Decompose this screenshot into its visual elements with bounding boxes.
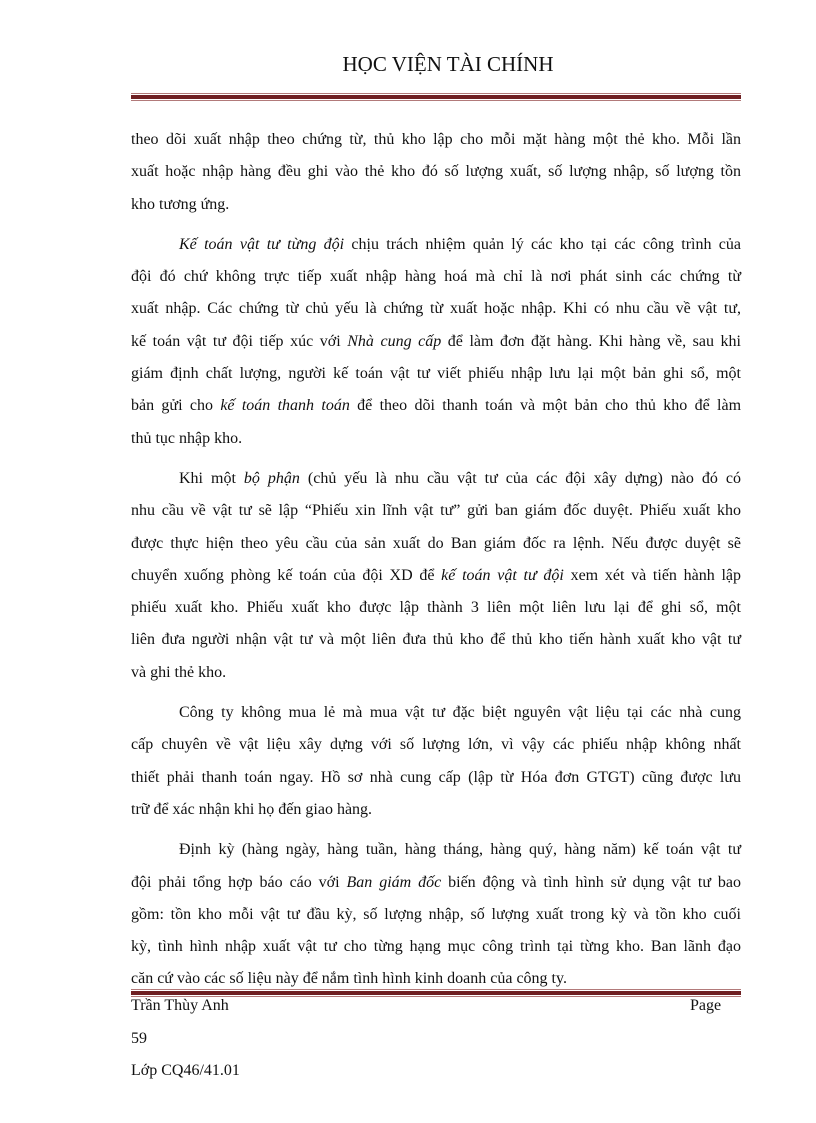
italic-text: Ban giám đốc [346,873,442,891]
header-rule [131,93,741,101]
text-run: phiếu xuất kho. Phiếu xuất kho được lập thành 3 liên một liên lưu lại để ghi sổ, một [131,599,741,617]
text-line [131,870,741,902]
paragraph [131,127,741,224]
text-run: đội đó chứ không trực tiếp xuất nhập hàng hoá mà chỉ là nơi phát sinh các chứng từ [131,268,741,286]
text-line [131,361,741,393]
italic-text: kế toán thanh toán [220,397,350,415]
italic-text: bộ phận [243,469,300,487]
text-line [131,426,741,458]
footer-rule [131,989,741,997]
text-line [131,563,741,595]
italic-text: Kế toán vật tư từng đội [179,235,345,253]
text-run: biến động và tình hình sử dụng vật tư bao [441,873,742,891]
text-run: chuyển xuống phòng kế toán của đội XD để [131,566,442,584]
text-run: thiết phải thanh toán ngay. Hồ sơ nhà cung cấp (lập từ Hóa đơn GTGT) cũng được lưu [131,768,741,786]
body-text [131,127,741,1007]
text-line [131,232,741,264]
paragraph [131,837,741,998]
text-line [131,264,741,296]
text-run: đội phải tổng hợp báo cáo với [131,873,347,891]
text-run: xuất hoặc nhập hàng đều ghi vào thẻ kho đó số lượng xuất, số lượng nhập, số lượng tồn [131,163,741,181]
text-line [131,837,741,869]
text-line [131,498,741,530]
text-run: liên đưa người nhận vật tư và một liên đưa thủ kho để thủ kho tiến hành xuất kho vật tư [131,631,741,649]
text-run: Khi một [179,469,244,487]
footer-class: Lớp CQ46/41.01 [131,1062,240,1079]
paragraph [131,700,741,829]
footer-page-number: 59 [131,1030,147,1047]
text-line [131,159,741,191]
text-line [131,127,741,159]
text-run: thủ tục nhập kho. [131,429,243,447]
text-run: theo dõi xuất nhập theo chứng từ, thủ kho lập cho mỗi mặt hàng một thẻ kho. Mỗi lần [131,131,741,148]
text-run: chịu trách nhiệm quản lý các kho tại các công trình của [344,235,742,253]
text-line [131,595,741,627]
text-line [131,700,741,732]
text-line [131,797,741,829]
text-run: căn cứ vào các số liệu này để nắm tình hình kinh doanh của công ty. [131,970,567,988]
text-run: xuất nhập. Các chứng từ chủ yếu là chứng từ xuất hoặc nhập. Khi có nhu cầu về vật tư, [131,300,741,318]
text-run: để làm đơn đặt hàng. Khi hàng về, sau khi [441,332,741,350]
text-line [131,627,741,659]
text-run: cấp chuyên về vật liệu xây dựng với số lượng lớn, vì vậy các phiếu nhập không nhất [131,736,741,754]
text-line [131,192,741,224]
text-run: kho tương ứng. [131,195,230,213]
text-line [131,660,741,692]
text-line [131,296,741,328]
text-line [131,934,741,966]
paragraph [131,466,741,692]
text-run: xem xét và tiến hành lập [563,566,741,584]
footer-author: Trần Thùy Anh [131,997,229,1014]
text-run: gồm: tồn kho mỗi vật tư đầu kỳ, số lượng nhập, số lượng xuất trong kỳ và tồn kho cuối [131,905,741,923]
text-line [131,393,741,425]
text-line [131,329,741,361]
text-run: để theo dõi thanh toán và một bản cho thủ kho để làm [349,397,742,415]
header-title: HỌC VIỆN TÀI CHÍNH [342,52,554,76]
footer-page-label: Page [690,997,722,1014]
text-run: trữ để xác nhận khi họ đến giao hàng. [131,800,373,818]
text-line [131,902,741,934]
paragraph [131,232,741,458]
text-run: và ghi thẻ kho. [131,663,227,681]
text-run: được thực hiện theo yêu cầu của sản xuất do Ban giám đốc ra lệnh. Nếu được duyệt sẽ [131,534,741,552]
text-line [131,765,741,797]
text-line [131,531,741,563]
text-line [131,732,741,764]
text-run: nhu cầu về vật tư sẽ lập “Phiếu xin lĩnh vật tư” gửi ban giám đốc duyệt. Phiếu xuất kho [131,502,741,520]
text-run: kế toán vật tư đội tiếp xúc với [131,332,348,350]
text-run: Định kỳ (hàng ngày, hàng tuần, hàng tháng, hàng quý, hàng năm) kế toán vật tư [179,841,741,859]
text-run: kỳ, tình hình nhập xuất vật tư cho từng hạng mục công trình tại từng kho. Ban lãnh đạo [131,938,741,956]
text-run: giám định chất lượng, người kế toán vật tư viết phiếu nhập lưu lại một bản ghi sổ, một [131,365,741,383]
italic-text: Nhà cung cấp [347,332,442,350]
text-line [131,466,741,498]
text-run: Công ty không mua lẻ mà mua vật tư đặc biệt nguyên vật liệu tại các nhà cung [179,704,741,722]
text-run: bản gửi cho [131,397,221,415]
italic-text: kế toán vật tư đội [441,566,564,584]
text-run: (chủ yếu là nhu cầu vật tư của các đội xây dựng) nào đó có [299,469,742,487]
